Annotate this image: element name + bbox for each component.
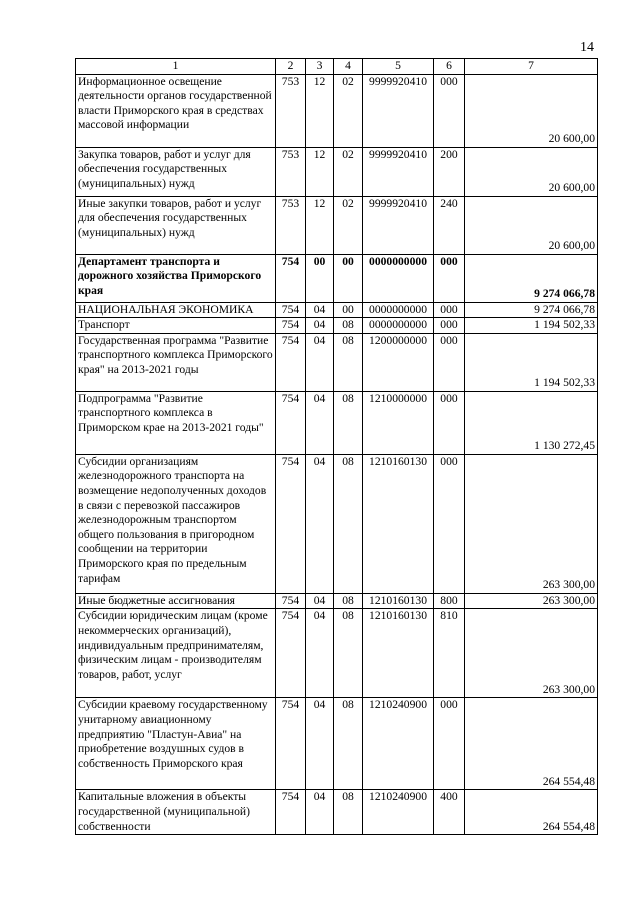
table-row — [76, 74, 598, 147]
table-row — [76, 790, 598, 835]
row-target-code: 1210240900 — [363, 698, 434, 790]
row-ministry-code: 753 — [276, 74, 306, 147]
row-subsection-code: 02 — [334, 196, 363, 254]
page-number: 14 — [580, 40, 594, 55]
row-expense-type-code: 000 — [434, 698, 465, 790]
row-description: НАЦИОНАЛЬНАЯ ЭКОНОМИКА — [76, 302, 276, 318]
row-amount: 9 274 066,78 — [465, 302, 598, 318]
row-ministry-code: 753 — [276, 196, 306, 254]
header-col-6: 6 — [434, 59, 465, 75]
row-subsection-code: 08 — [334, 698, 363, 790]
row-target-code: 1200000000 — [363, 333, 434, 391]
row-ministry-code: 754 — [276, 454, 306, 593]
row-target-code: 0000000000 — [363, 254, 434, 302]
table-row — [76, 454, 598, 593]
row-section-code: 04 — [306, 318, 334, 334]
row-target-code: 1210240900 — [363, 790, 434, 835]
row-section-code: 04 — [306, 391, 334, 454]
row-expense-type-code: 810 — [434, 609, 465, 698]
row-amount: 1 194 502,33 — [465, 318, 598, 334]
row-section-code: 00 — [306, 254, 334, 302]
row-amount: 1 130 272,45 — [465, 391, 598, 454]
row-subsection-code: 00 — [334, 302, 363, 318]
row-subsection-code: 08 — [334, 318, 363, 334]
header-col-1: 1 — [76, 59, 276, 75]
row-expense-type-code: 240 — [434, 196, 465, 254]
row-description: Иные бюджетные ассигнования — [76, 593, 276, 609]
row-expense-type-code: 000 — [434, 302, 465, 318]
row-subsection-code: 08 — [334, 609, 363, 698]
row-description: Субсидии организациям железнодорожного транспорта на возмещение недополученных доходов в связи с перевозкой пассажиров железнодорожным транспортом общего пользования в пригородном сообщении на территории Приморского края по предельным тарифам — [76, 454, 276, 593]
table-row — [76, 609, 598, 698]
row-ministry-code: 754 — [276, 333, 306, 391]
row-description: Подпрограмма "Развитие транспортного комплекса в Приморском крае на 2013-2021 годы" — [76, 391, 276, 454]
row-ministry-code: 754 — [276, 698, 306, 790]
row-target-code: 1210000000 — [363, 391, 434, 454]
row-section-code: 04 — [306, 698, 334, 790]
row-amount: 1 194 502,33 — [465, 333, 598, 391]
row-subsection-code: 08 — [334, 593, 363, 609]
row-amount: 9 274 066,78 — [465, 254, 598, 302]
row-description: Закупка товаров, работ и услуг для обеспечения государственных (муниципальных) нужд — [76, 147, 276, 196]
row-description: Капитальные вложения в объекты государственной (муниципальной) собственности — [76, 790, 276, 835]
row-section-code: 04 — [306, 609, 334, 698]
budget-table — [75, 58, 598, 835]
row-amount: 263 300,00 — [465, 454, 598, 593]
row-ministry-code: 754 — [276, 391, 306, 454]
row-description: Государственная программа "Развитие транспортного комплекса Приморского края" на 2013-2021 годы — [76, 333, 276, 391]
row-expense-type-code: 200 — [434, 147, 465, 196]
header-col-7: 7 — [465, 59, 598, 75]
row-target-code: 9999920410 — [363, 147, 434, 196]
row-section-code: 04 — [306, 333, 334, 391]
table-row — [76, 147, 598, 196]
header-col-2: 2 — [276, 59, 306, 75]
table-row — [76, 318, 598, 334]
row-expense-type-code: 800 — [434, 593, 465, 609]
header-col-4: 4 — [334, 59, 363, 75]
row-ministry-code: 754 — [276, 318, 306, 334]
row-amount: 20 600,00 — [465, 74, 598, 147]
table-row — [76, 333, 598, 391]
table-row — [76, 698, 598, 790]
row-target-code: 1210160130 — [363, 609, 434, 698]
row-subsection-code: 02 — [334, 74, 363, 147]
row-description: Иные закупки товаров, работ и услуг для обеспечения государственных (муниципальных) нужд — [76, 196, 276, 254]
row-target-code: 0000000000 — [363, 302, 434, 318]
row-target-code: 9999920410 — [363, 196, 434, 254]
row-amount: 264 554,48 — [465, 790, 598, 835]
row-description: Субсидии краевому государственному унитарному авиационному предприятию "Пластун-Авиа" на приобретение воздушных судов в собственность Приморского края — [76, 698, 276, 790]
row-ministry-code: 754 — [276, 609, 306, 698]
row-amount: 264 554,48 — [465, 698, 598, 790]
row-ministry-code: 754 — [276, 593, 306, 609]
row-target-code: 1210160130 — [363, 593, 434, 609]
row-amount: 20 600,00 — [465, 147, 598, 196]
row-expense-type-code: 000 — [434, 333, 465, 391]
row-description: Субсидии юридическим лицам (кроме некоммерческих организаций), индивидуальным предпринимателям, физическим лицам - производителям товаров, работ, услуг — [76, 609, 276, 698]
row-subsection-code: 00 — [334, 254, 363, 302]
row-target-code: 0000000000 — [363, 318, 434, 334]
table-row — [76, 302, 598, 318]
header-col-5: 5 — [363, 59, 434, 75]
row-subsection-code: 08 — [334, 790, 363, 835]
row-target-code: 1210160130 — [363, 454, 434, 593]
row-expense-type-code: 000 — [434, 391, 465, 454]
table-row — [76, 196, 598, 254]
row-subsection-code: 02 — [334, 147, 363, 196]
row-subsection-code: 08 — [334, 391, 363, 454]
row-section-code: 04 — [306, 790, 334, 835]
row-section-code: 04 — [306, 593, 334, 609]
row-ministry-code: 754 — [276, 302, 306, 318]
row-amount: 20 600,00 — [465, 196, 598, 254]
row-expense-type-code: 000 — [434, 318, 465, 334]
table-header-row — [76, 59, 598, 75]
row-expense-type-code: 000 — [434, 454, 465, 593]
table-row — [76, 391, 598, 454]
row-section-code: 04 — [306, 302, 334, 318]
row-ministry-code: 753 — [276, 147, 306, 196]
row-section-code: 12 — [306, 147, 334, 196]
row-ministry-code: 754 — [276, 790, 306, 835]
row-subsection-code: 08 — [334, 333, 363, 391]
row-target-code: 9999920410 — [363, 74, 434, 147]
row-amount: 263 300,00 — [465, 609, 598, 698]
table-row — [76, 593, 598, 609]
row-ministry-code: 754 — [276, 254, 306, 302]
row-expense-type-code: 000 — [434, 254, 465, 302]
row-description: Транспорт — [76, 318, 276, 334]
row-section-code: 04 — [306, 454, 334, 593]
table-row — [76, 254, 598, 302]
row-section-code: 12 — [306, 196, 334, 254]
row-amount: 263 300,00 — [465, 593, 598, 609]
header-col-3: 3 — [306, 59, 334, 75]
row-description: Департамент транспорта и дорожного хозяйства Приморского края — [76, 254, 276, 302]
row-section-code: 12 — [306, 74, 334, 147]
row-description: Информационное освещение деятельности органов государственной власти Приморского края в средствах массовой информации — [76, 74, 276, 147]
row-expense-type-code: 000 — [434, 74, 465, 147]
row-subsection-code: 08 — [334, 454, 363, 593]
row-expense-type-code: 400 — [434, 790, 465, 835]
